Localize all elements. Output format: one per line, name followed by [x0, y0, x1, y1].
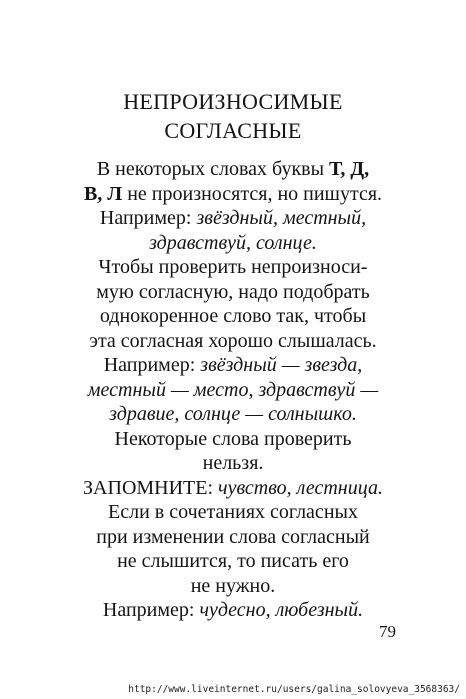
bold-letters: Т, Д, [329, 158, 370, 180]
example-words: звёздный — звезда, [200, 354, 363, 376]
text-segment: эта согласная хорошо слышалась. [89, 329, 377, 352]
text-segment: не произносятся, но пишутся. [122, 182, 383, 205]
text-line [0, 378, 466, 402]
example-words: звёздный, местный, [196, 207, 367, 229]
text-line [0, 157, 466, 181]
example-words: чувство, лестница. [218, 476, 383, 499]
text-line [0, 598, 466, 622]
text-segment: не нужно. [190, 574, 276, 597]
text-line [0, 255, 466, 279]
text-line [0, 206, 466, 230]
text-segment: не слышится, то писать его [117, 550, 349, 572]
text-segment: Например: [103, 354, 201, 376]
example-words: чудесно, любезный. [199, 599, 364, 621]
text-line [0, 500, 466, 524]
text-line [0, 451, 466, 475]
text-segment: при изменении слова согласный [96, 525, 370, 548]
text-segment: Если в сочетаниях согласных [108, 501, 358, 523]
text-segment: нельзя. [202, 452, 264, 474]
text-segment: Чтобы проверить непроизноси- [98, 256, 368, 278]
text-line [0, 304, 466, 328]
page-title-line-1: НЕПРОИЗНОСИМЫЕ [123, 89, 343, 114]
text-segment: Некоторые слова проверить [114, 427, 352, 450]
text-segment: мую согласную, надо подобрать [96, 280, 370, 303]
text-line [0, 353, 466, 377]
text-line [0, 427, 466, 451]
example-words: здравствуй, солнце. [149, 231, 317, 254]
example-words: здравие, солнце — солнышко. [109, 403, 357, 425]
bold-letters: В, Л [83, 182, 123, 205]
text-segment: ЗАПОМНИТЕ: [83, 476, 219, 499]
text-line [0, 574, 466, 598]
text-segment: В некоторых словах буквы [96, 158, 330, 180]
page-number: 79 [379, 622, 396, 641]
text-line [0, 280, 466, 304]
text-line [0, 182, 466, 206]
text-line [0, 231, 466, 255]
watermark-url: http://www.liveinternet.ru/users/galina_solovyeva_3568363/ [128, 684, 460, 695]
text-line [0, 525, 466, 549]
text-line [0, 402, 466, 426]
text-line [0, 329, 466, 353]
text-segment: однокоренное слово так, чтобы [99, 305, 367, 327]
text-line [0, 476, 466, 500]
text-segment: Например: [102, 599, 200, 621]
text-line [0, 549, 466, 573]
example-words: местный — место, здравствуй — [87, 378, 379, 401]
text-segment: Например: [99, 207, 197, 229]
page-title-line-2: СОГЛАСНЫЕ [164, 118, 302, 143]
